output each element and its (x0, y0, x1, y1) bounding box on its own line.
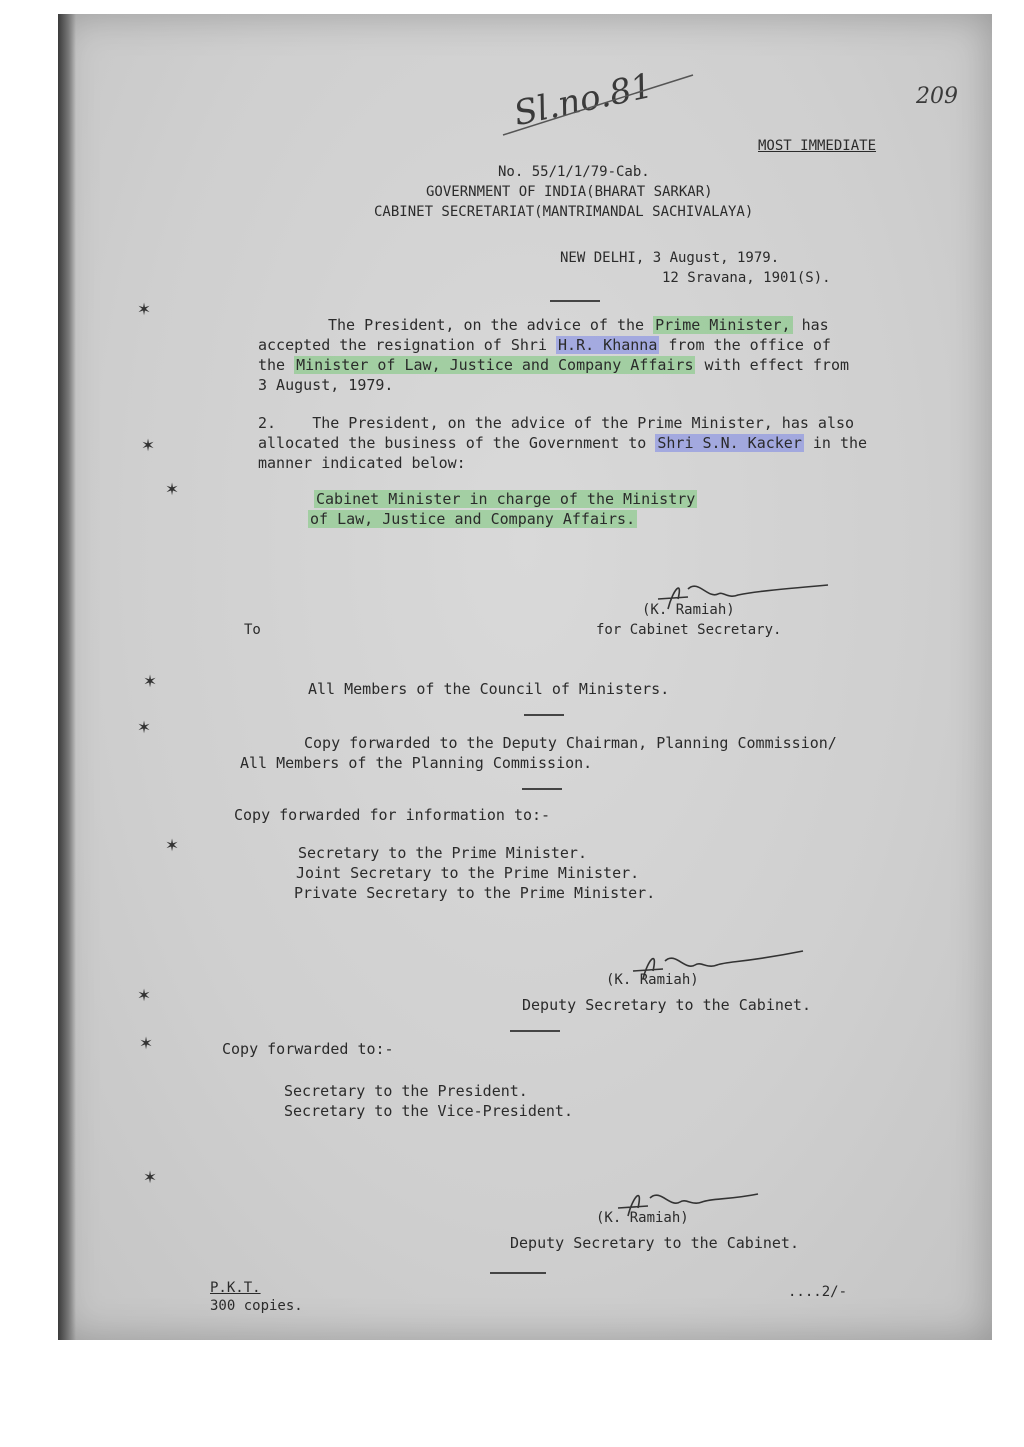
highlight-allocation: Cabinet Minister in charge of the Ministry (316, 490, 696, 508)
margin-tick-mark: ✶ (144, 668, 157, 692)
copy1-line1: Copy forwarded to the Deputy Chairman, Planning Commission/ (304, 734, 837, 752)
signatory-title-2: Deputy Secretary to the Cabinet. (522, 996, 811, 1014)
margin-tick-mark: ✶ (144, 1164, 157, 1188)
copy3-item: Secretary to the President. (284, 1082, 528, 1100)
highlight-person-name-2: Shri S.N. Kacker (657, 434, 802, 452)
department-name: CABINET SECRETARIAT(MANTRIMANDAL SACHIVALAYA) (374, 204, 754, 220)
para1-text: The President, on the advice of the (328, 316, 645, 334)
file-note-strike-line (498, 70, 698, 140)
margin-tick-mark: ✶ (138, 714, 151, 738)
para2-number: 2. (258, 414, 277, 432)
margin-tick-mark: ✶ (138, 296, 151, 320)
highlight-allocation: of Law, Justice and Company Affairs. (310, 510, 636, 528)
allocation-line2 (308, 510, 637, 528)
highlight-prime-minister: Prime Minister, (655, 316, 791, 334)
highlight-person-name: H.R. Khanna (558, 336, 658, 354)
margin-tick-mark: ✶ (140, 1030, 153, 1054)
para2-text: allocated the business of the Government to (258, 434, 647, 452)
para1-text: has (801, 316, 829, 334)
signatory-name-1: (K. Ramiah) (642, 602, 735, 618)
para1-line1 (328, 316, 829, 334)
handwritten-file-note: Sl.no.81 (510, 65, 657, 135)
signatory-title-1: for Cabinet Secretary. (596, 622, 782, 638)
copy2-heading: Copy forwarded for information to:- (234, 806, 551, 824)
typist-initials: P.K.T. (210, 1280, 261, 1296)
para2-text: in the (812, 434, 868, 452)
to-label: To (244, 622, 261, 638)
continued-marker: ....2/- (788, 1284, 848, 1300)
signatory-title-3: Deputy Secretary to the Cabinet. (510, 1234, 799, 1252)
margin-tick-mark: ✶ (142, 432, 155, 456)
para1-line2 (258, 336, 831, 354)
para2-line2 (258, 434, 867, 452)
para1-text: accepted the resignation of Shri (258, 336, 547, 354)
para1-text: from the office of (668, 336, 831, 354)
divider (524, 714, 564, 716)
copy-count: 300 copies. (210, 1298, 303, 1314)
divider (490, 1272, 546, 1274)
copy3-heading: Copy forwarded to:- (222, 1040, 394, 1058)
handwritten-page-number: 209 (916, 84, 958, 109)
margin-tick-mark: ✶ (138, 982, 151, 1006)
divider (522, 788, 562, 790)
copy2-item: Private Secretary to the Prime Minister. (294, 884, 656, 902)
para2-text: The President, on the advice of the Prime Minister, has also (312, 414, 855, 432)
to-recipients: All Members of the Council of Ministers. (308, 680, 670, 698)
priority-marking: MOST IMMEDIATE (758, 138, 877, 154)
government-name: GOVERNMENT OF INDIA(BHARAT SARKAR) (426, 184, 713, 200)
copy3-item: Secretary to the Vice-President. (284, 1102, 573, 1120)
para2-line1 (258, 414, 854, 432)
reference-number: No. 55/1/1/79-Cab. (498, 164, 650, 180)
para1-line3 (258, 356, 849, 374)
copy1-line2: All Members of the Planning Commission. (240, 754, 593, 772)
signatory-name-3: (K. Ramiah) (596, 1210, 689, 1226)
place-and-date: NEW DELHI, 3 August, 1979. (560, 250, 780, 266)
para1-text: with effect from (704, 356, 850, 374)
saka-date: 12 Sravana, 1901(S). (662, 270, 831, 286)
signatory-name-2: (K. Ramiah) (606, 972, 699, 988)
highlight-ministry: Minister of Law, Justice and Company Affairs (296, 356, 694, 374)
allocation-line1 (314, 490, 697, 508)
margin-tick-mark: ✶ (166, 832, 179, 856)
para1-line4: 3 August, 1979. (258, 376, 394, 394)
divider (510, 1030, 560, 1032)
divider (550, 300, 600, 302)
para2-line3: manner indicated below: (258, 454, 466, 472)
para1-text: the (258, 356, 286, 374)
scanned-letter (58, 14, 992, 1340)
margin-tick-mark: ✶ (166, 476, 179, 500)
copy2-item: Joint Secretary to the Prime Minister. (296, 864, 640, 882)
copy2-item: Secretary to the Prime Minister. (298, 844, 587, 862)
